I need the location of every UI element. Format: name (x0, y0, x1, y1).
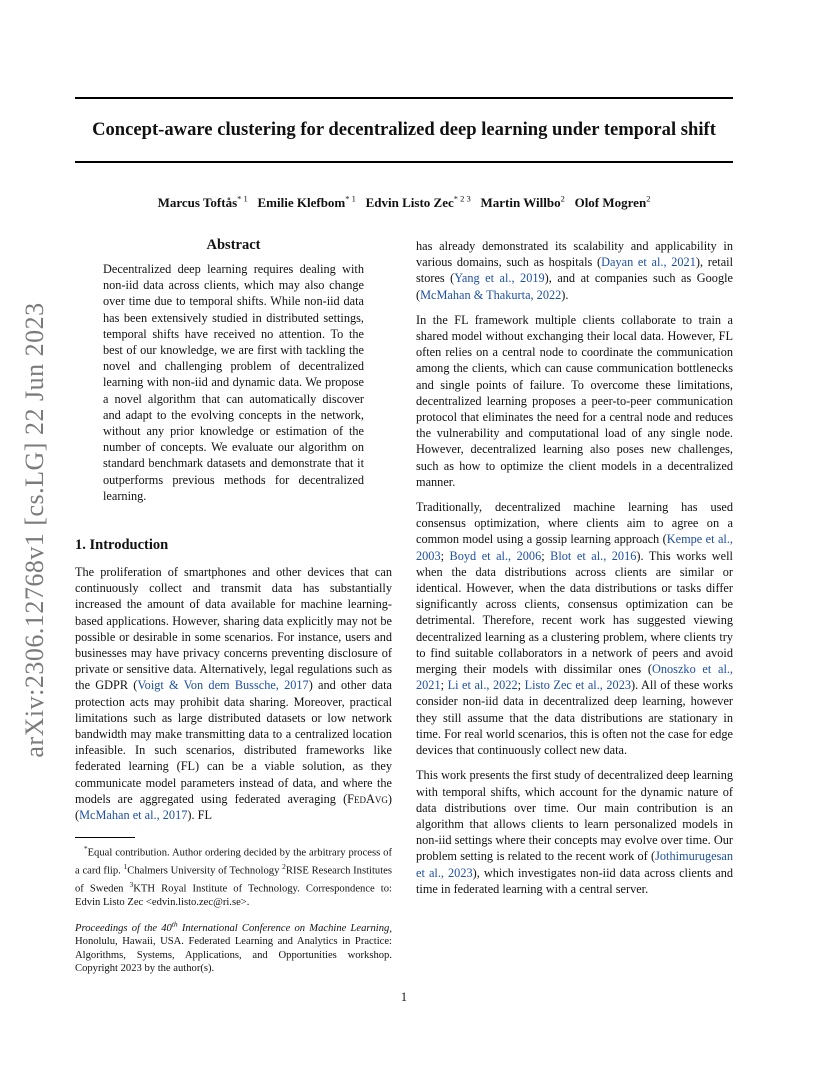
author-affiliation-marks: 2 (646, 194, 651, 204)
method-name: FedAvg (347, 791, 388, 806)
citation-link[interactable]: Listo Zec et al., 2023 (524, 678, 632, 693)
intro-paragraph: The proliferation of smartphones and other devices that can continuously collect and transmit data has substantially increased the amount of data available for machine learning-based applications. However, sharing data explicitly may not be possible or desirable in some scenarios. For instance, users and businesses may have privacy concerns preventing disclosure of private or sensitive data. Alternatively, legal regulations such as the GDPR (Voigt & Von dem Bussche, 2017) and other data protection acts may prohibit data sharing. Moreover, practical limitations such as large distributed datasets or low network bandwidth may make transmitting data to a centralized location infeasible. In such scenarios, distributed frameworks like federated learning (FL) can be a viable solution, as they communicate model parameters instead of data, and where the models are aggregated using federated averaging (FedAvg) (McMahan et al., 2017). FL (75, 565, 392, 823)
intro-paragraph: This work presents the first study of decentralized deep learning with temporal shifts, which account for the dynamic nature of data distributions over time. Our main contribution is an algorithm that allows clients to learn personalized models in non-iid settings where their concepts may evolve over time. Our problem setting is related to the recent work of (Jothimurugesan et al., 2023), which investigates non-iid data across clients and time in federated learning with a central server. (416, 768, 733, 896)
author: Edvin Listo Zec$^{* 2 3}$ (365, 194, 471, 211)
citation-link[interactable]: Kempe et al., 2003 (416, 532, 733, 563)
citation-link[interactable]: Boyd et al., 2006 (449, 548, 542, 563)
citation-link[interactable]: Yang et al., 2019 (454, 271, 545, 286)
left-column (75, 236, 392, 976)
author-affiliation-marks: * 2 3 (453, 194, 471, 204)
arxiv-sidebar-stamp: arXiv:2306.12768v1 [cs.LG] 22 Jun 2023 (20, 302, 49, 758)
author-affiliation-marks: 2 (560, 194, 565, 204)
title-rule-top (75, 97, 733, 99)
abstract-text: Decentralized deep learning requires dealing with non-iid data across clients, which may also change over time due to temporal shifts. While non-iid data has been extensively studied in distributed settings, temporal shifts have received no attention. To the best of our knowledge, we are first with tackling the novel and challenging problem of decentralized learning with non-iid and dynamic data. We propose a novel algorithm that can automatically discover and adapt to the evolving concepts in the network, without any prior knowledge or estimation of the number of concepts. We evaluate our algorithm on standard benchmark datasets and demonstrate that it outperforms previous methods for decentralized learning. (103, 262, 364, 503)
citation-link[interactable]: Dayan et al., 2021 (601, 255, 696, 270)
proceedings-note: Proceedings of the 40th International Conference on Machine Learning, Honolulu, Hawaii, USA. Federated Learning and Analytics in Practice: Algorithms, Systems, Applications, and Opportunities workshop. Copyright 2023 by the author(s). (75, 919, 392, 975)
citation-link[interactable]: Voigt & Von dem Bussche, 2017 (137, 678, 309, 693)
author-affiliation-marks: * 1 (237, 194, 248, 204)
author: Martin Willbo$^2$ (480, 194, 565, 211)
paper-title: Concept-aware clustering for decentralized deep learning under temporal shift (92, 119, 716, 140)
citation-link[interactable]: Jothimurugesan et al., 2023 (416, 849, 733, 880)
intro-paragraph: has already demonstrated its scalability and applicability in various domains, such as hospitals (Dayan et al., 2021), retail stores (Yang et al., 2019), and at companies such as Google (McMahan & Thakurta, 2022). (416, 239, 734, 302)
section-heading-introduction: 1. Introduction (75, 537, 169, 554)
citation-link[interactable]: Li et al., 2022 (447, 678, 518, 693)
page-number: 1 (400, 990, 408, 1004)
intro-paragraph: Traditionally, decentralized machine learning has used consensus optimization, where clients aim to agree on a common model using a gossip learning approach (Kempe et al., 2003; Boyd et al., 2006; Blot et al., 2016). This works well when the data distributions across clients are similar or identical. However, when the data distributions or tasks differ significantly across clients, consensus optimization can be detrimental. Therefore, recent work has suggested viewing decentralized learning as a clustering problem, where clients try to find suitable collaborators in a network of peers and avoid merging their models with dissimilar ones (Onoszko et al., 2021; Li et al., 2022; Listo Zec et al., 2023). All of these works consider non-iid data in decentralized deep learning, however they still assume that the data distributions are stationary in time. For real world scenarios, this is often not the case for edge devices that continuously collect new data. (416, 500, 734, 758)
citation-link[interactable]: McMahan & Thakurta, 2022 (420, 287, 562, 302)
abstract-heading: Abstract (206, 237, 261, 253)
author: Emilie Klefbom$^{* 1}$ (257, 194, 356, 211)
author: Marcus Toftås$^{* 1}$ (157, 194, 248, 211)
citation-link[interactable]: Blot et al., 2016 (550, 548, 637, 563)
right-column (416, 238, 733, 897)
footnote-rule (75, 837, 135, 838)
author-affiliation-marks: * 1 (345, 194, 356, 204)
author-list (75, 190, 733, 212)
intro-paragraph: In the FL framework multiple clients collaborate to train a shared model without exchanging their local data. However, FL often relies on a central node to coordinate the communication among the clients, which can cause communication bottlenecks and single points of failure. To overcome these limitations, decentralized learning proposes a peer-to-peer communication protocol that eliminates the need for a central node and reduces the vulnerability and computational load of any single node. However, decentralized learning also poses new challenges, such as how to optimize the client models in a decentralized manner. (416, 312, 733, 489)
footnote: *Equal contribution. Author ordering decided by the arbitrary process of a card flip. $^1$Chalmers University of Technology $^2$RISE Research Institutes of Sweden $^3$KTH Royal Institute of Technology. Correspondence to: Edvin Listo Zec <edvin.listo.zec@ri.se>. (75, 844, 392, 909)
author: Olof Mogren$^2$ (574, 194, 651, 211)
citation-link[interactable]: McMahan et al., 2017 (79, 808, 188, 823)
citation-link[interactable]: Onoszko et al., 2021 (416, 662, 734, 693)
title-rule-bottom (75, 161, 733, 163)
